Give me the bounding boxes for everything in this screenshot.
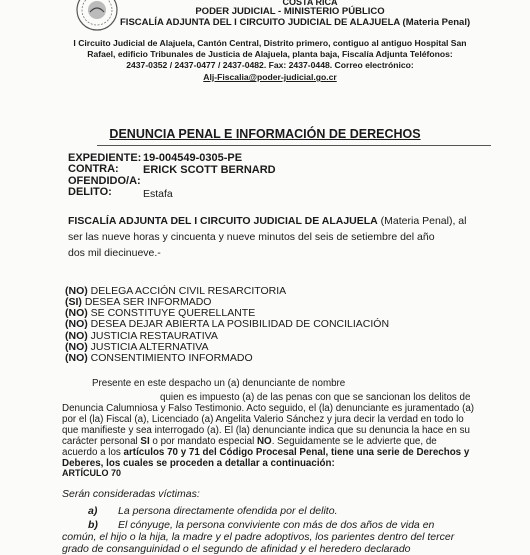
option-justicia-alternativa: (NO) JUSTICIA ALTERNATIVA xyxy=(65,341,209,353)
body-line-5: que manifieste y sea interrogado (a). El (la) denunciante indica que su denuncia la hace en su xyxy=(62,425,470,436)
field-ofendido-label: OFENDIDO/A: xyxy=(68,175,141,187)
address-email: Alj-Fiscalia@poder-judicial.go.cr xyxy=(203,72,337,82)
body-line-8: Deberes, los cuales se proceden a detallar a continuación: xyxy=(62,458,335,469)
field-expediente-value: 19-004549-0305-PE xyxy=(143,152,243,164)
address-line-3: 2437-0352 / 2437-0477 / 2437-0482. Fax: 2437-0448. Correo electrónico: xyxy=(126,60,414,70)
victims-heading: Serán consideradas víctimas: xyxy=(62,488,200,500)
address-line-1: I Circuito Judicial de Alajuela, Cantón Central, Distrito primero, contiguo al antiguo Hospital San xyxy=(73,38,467,48)
intro-line-2: ser las nueve horas y cincuenta y nueve minutos del seis de setiembre del año xyxy=(68,231,435,243)
option-conciliacion: (NO) DESEA DEJAR ABIERTA LA POSIBILIDAD DE CONCILIACIÓN xyxy=(65,318,390,330)
field-delito-value: Estafa xyxy=(143,188,173,200)
title-divider xyxy=(97,145,491,146)
victims-item-b-line2: común, el hijo o la hija, la madre y el padre adoptivos, los parientes dentro del tercer xyxy=(62,531,455,543)
field-expediente-label: EXPEDIENTE: xyxy=(68,152,142,164)
option-querellante: (NO) SE CONSTITUYE QUERELLANTE xyxy=(65,307,256,319)
header-institution: PODER JUDICIAL - MINISTERIO PÚBLICO xyxy=(195,6,385,17)
header-country: COSTA RICA xyxy=(282,0,338,7)
document-title: DENUNCIA PENAL E INFORMACIÓN DE DERECHOS xyxy=(109,127,421,141)
body-line-1: Presente en este despacho un (a) denunciante de nombre xyxy=(92,378,346,389)
victims-item-b-mark: b) xyxy=(88,519,98,531)
intro-line-1: FISCALÍA ADJUNTA DEL I CIRCUITO JUDICIAL DE ALAJUELA (Materia Penal), al xyxy=(68,215,467,227)
field-contra-label: CONTRA: xyxy=(68,163,119,175)
victims-item-b-line3: grado de consanguinidad o el segundo de afinidad y el heredero declarado xyxy=(62,543,411,555)
header-office: FISCALÍA ADJUNTA DEL I CIRCUITO JUDICIAL DE ALAJUELA (Materia Penal) xyxy=(120,17,471,28)
body-line-3: Denuncia Calumniosa y Falso Testimonio. Acto seguido, el (la) denunciante es juramentado (a) xyxy=(62,403,475,414)
body-line-7: acuerdo a los artículos 70 y 71 del Código Procesal Penal, tiene una serie de Derechos y xyxy=(62,447,470,458)
body-line-2: quien es impuesto (a) de las penas con que se sancionan los delitos de xyxy=(160,392,471,403)
option-ser-informado: (SI) DESEA SER INFORMADO xyxy=(65,296,212,308)
option-accion-civil: (NO) DELEGA ACCIÓN CIVIL RESARCITORIA xyxy=(65,285,287,297)
option-consentimiento: (NO) CONSENTIMIENTO INFORMADO xyxy=(65,352,253,364)
victims-item-a-mark: a) xyxy=(88,505,98,517)
victims-item-a-text: La persona directamente ofendida por el delito. xyxy=(118,505,338,517)
option-justicia-restaurativa: (NO) JUSTICIA RESTAURATIVA xyxy=(65,330,218,342)
judicial-seal-icon xyxy=(72,0,122,36)
victims-item-b-text: El cónyuge, la persona conviviente con más de dos años de vida en xyxy=(118,519,435,531)
intro-line-3: dos mil diecinueve.- xyxy=(68,247,161,259)
body-line-4: por el (la) Fiscal (a), Licenciado (a) Angelita Valerio Sánchez y jura decir la verdad en todo lo xyxy=(62,414,464,425)
body-line-6: carácter personal SI o por mandato especial NO. Seguidamente se le advierte que, de xyxy=(62,436,437,447)
article-70-heading: ARTÍCULO 70 xyxy=(62,468,122,478)
field-delito-label: DELITO: xyxy=(68,186,112,198)
field-contra-value: ERICK SCOTT BERNARD xyxy=(143,164,276,176)
address-line-2: Rafael, edificio Tribunales de Justicia de Alajuela, planta baja, Fiscalía Adjunta Teléfonos: xyxy=(87,49,453,59)
